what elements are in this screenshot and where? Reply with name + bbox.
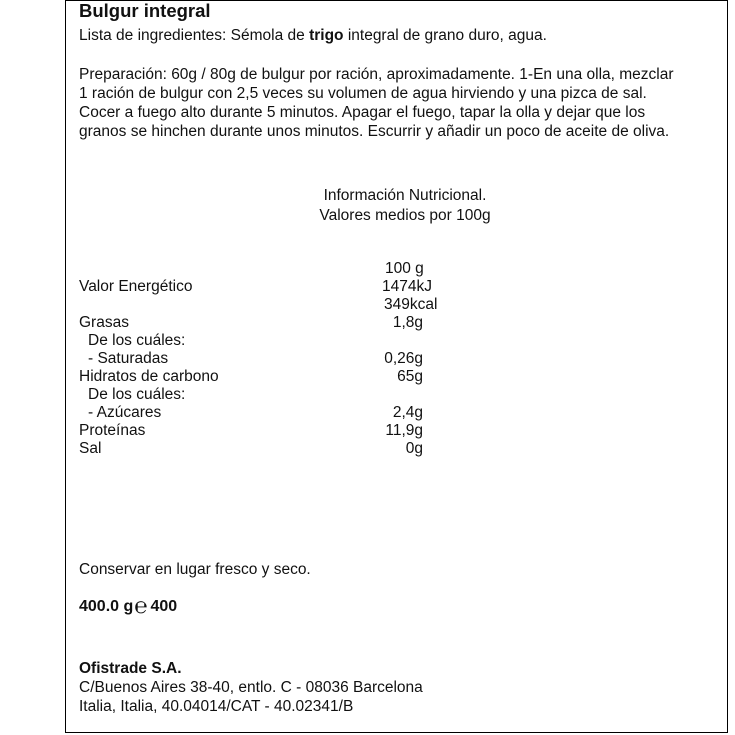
nutrient-label: Hidratos de carbono bbox=[79, 368, 219, 385]
nutrient-value: 11,9g bbox=[385, 422, 423, 439]
nutrient-sublabel: De los cuáles: bbox=[88, 386, 186, 403]
product-title: Bulgur integral bbox=[79, 0, 211, 21]
company-name: Ofistrade S.A. bbox=[79, 660, 182, 677]
nutrient-value: 65g bbox=[397, 368, 423, 385]
company-address: C/Buenos Aires 38-40, entlo. C - 08036 Barcelona bbox=[79, 679, 423, 696]
estimated-sign-icon: ℮ bbox=[134, 593, 148, 618]
nutrition-column-header: 100 g bbox=[385, 260, 424, 277]
storage-instructions: Conservar en lugar fresco y seco. bbox=[79, 561, 311, 578]
ingredients-label: Lista de ingredientes: Sémola de bbox=[79, 27, 310, 44]
nutrient-label: - Azúcares bbox=[88, 404, 162, 421]
company-registry: Italia, Italia, 40.04014/CAT - 40.02341/B bbox=[79, 698, 354, 715]
nutrient-label: Sal bbox=[79, 440, 102, 457]
energy-kj: 1474kJ bbox=[382, 278, 432, 295]
energy-label: Valor Energético bbox=[79, 278, 193, 295]
net-weight-amount: 400.0 g bbox=[79, 598, 134, 615]
nutrient-value: 2,4g bbox=[392, 404, 423, 421]
net-weight bbox=[79, 593, 178, 618]
ingredients-allergen: trigo bbox=[309, 27, 344, 44]
nutrient-label: Grasas bbox=[79, 314, 129, 331]
preparation-text: Preparación: 60g / 80g de bulgur por ración, aproximadamente. 1-En una olla, mezclar 1 ración de bulgur con 2,5 veces su volumen de agua hirviendo y una pizca de sal. Cocer a fuego alto durante 5 minutos. Apagar el fuego, tapar la olla y dejar que los granos se hinchen durante unos minutos. Escurrir y añadir un poco de aceite de oliva. bbox=[79, 66, 674, 140]
nutrient-label: - Saturadas bbox=[88, 350, 169, 367]
nutrition-title: Información Nutricional. bbox=[323, 187, 487, 204]
nutrient-value: 0,26g bbox=[384, 350, 423, 367]
net-weight-value: 400 bbox=[150, 598, 178, 615]
energy-kcal: 349kcal bbox=[384, 296, 438, 313]
nutrient-label: Proteínas bbox=[79, 422, 146, 439]
ingredients-list bbox=[79, 26, 679, 45]
nutrient-value: 1,8g bbox=[392, 314, 423, 331]
nutrition-subtitle: Valores medios por 100g bbox=[319, 207, 491, 224]
ingredients-rest: integral de grano duro, agua. bbox=[343, 27, 547, 44]
nutrient-sublabel: De los cuáles: bbox=[88, 332, 186, 349]
nutrient-value: 0g bbox=[405, 440, 423, 457]
